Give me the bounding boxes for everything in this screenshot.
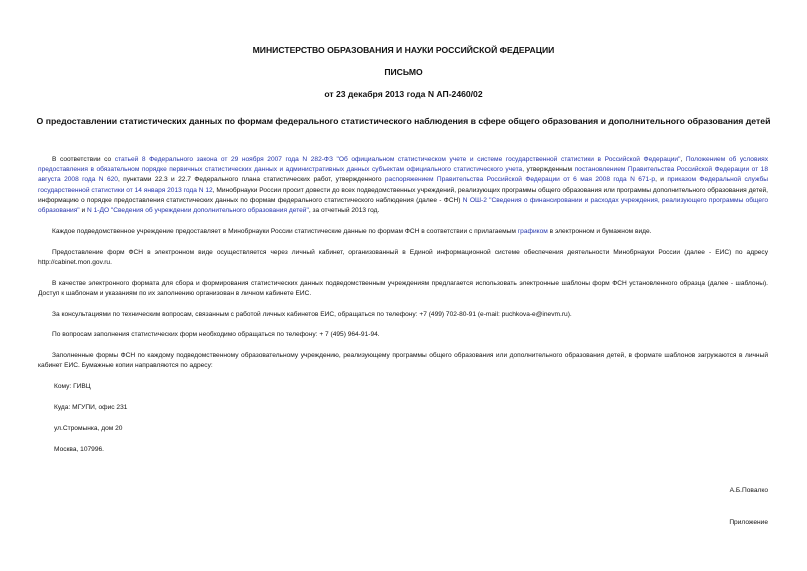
- paragraph-legal-basis: [38, 155, 768, 216]
- link-government-decree[interactable]: постановлением Правительства Российской Федерации от 18 августа 2008 года N 620: [38, 166, 768, 184]
- link-regulation[interactable]: Положением об условиях предоставления в обязательном порядке первичных статистических данных и административных данных субъектам официального статистического учета: [38, 156, 768, 174]
- paragraph-schedule: [38, 227, 768, 237]
- text-fragment: , Минобрнауки России просит довести до всех подведомственных учреждений, реализующих программы общего образования или программы дополнительного образования детей, информацию о порядке предоставления статистических данных по формам федерального статистического наблюдения (далее - ФСН): [38, 186, 768, 204]
- document-title: О предоставлении статистических данных по формам федерального статистического наблюдения в сфере общего образования и дополнительного образования детей: [36, 116, 771, 126]
- link-schedule[interactable]: графиком: [517, 228, 548, 235]
- link-rosstat-order[interactable]: приказом Федеральной службы государственной статистики от 14 января 2013 года N 12: [38, 176, 768, 194]
- document-type: ПИСЬМО: [384, 67, 423, 77]
- address-city: Москва, 107996.: [54, 446, 105, 453]
- appendix-label: Приложение: [729, 519, 768, 526]
- text-fragment: , и: [655, 176, 668, 184]
- text-fragment: и: [79, 207, 88, 215]
- document-date-number: от 23 декабря 2013 года N АП-2460/02: [324, 89, 483, 99]
- link-federal-law[interactable]: статьей 8 Федерального закона от 29 ноября 2007 года N 282-ФЗ "Об официальном статистическом учете и системе государственной статистики в Российской Федерации": [114, 156, 681, 163]
- text-fragment: в электронном и бумажном виде.: [547, 228, 652, 235]
- paragraph-form-questions: По вопросам заполнения статистических форм необходимо обращаться по телефону: + 7 (495) 964-91-94.: [52, 331, 380, 338]
- text-fragment: В соответствии со: [52, 156, 115, 163]
- address-destination: Куда: МГУПИ, офис 231: [54, 404, 128, 411]
- address-recipient: Кому: ГИВЦ: [54, 383, 91, 390]
- text-fragment: , пунктами 22.3 и 22.7 Федерального плана статистических работ, утвержденного: [117, 176, 385, 184]
- document-body: [38, 155, 768, 555]
- paragraph-electronic-submission: Предоставление форм ФСН в электронном виде осуществляется через личный кабинет, организованный в Единой информационной системе обеспечения деятельности Минобрнауки России (далее - ЕИС) по адресу http://cabinet.mon.gov.ru.: [38, 249, 768, 267]
- link-government-order[interactable]: распоряжением Правительства Российской Федерации от 6 мая 2008 года N 671-р: [384, 176, 656, 184]
- paragraph-templates: В качестве электронного формата для сбора и формирования статистических данных подведомственным учреждениям предлагается использовать электронные шаблоны форм ФСН установленного образца (далее - шаблоны). Доступ к шаблонам и указаниям по их заполнению организован в личном кабинете ЕИС.: [38, 280, 768, 298]
- link-form-osh2[interactable]: N ОШ-2 "Сведения о финансировании и расходах учреждения, реализующего программы общего образования": [38, 196, 768, 215]
- signatory: А.Б.Повалко: [729, 487, 768, 494]
- ministry-name: МИНИСТЕРСТВО ОБРАЗОВАНИЯ И НАУКИ РОССИЙСКОЙ ФЕДЕРАЦИИ: [252, 45, 555, 55]
- link-form-1do[interactable]: N 1-ДО "Сведения об учреждении дополнительного образования детей": [87, 207, 309, 215]
- text-fragment: Каждое подведомственное учреждение предоставляет в Минобрнауки России статистические данные по формам ФСН в соответствии с прилагаемым: [52, 228, 518, 235]
- text-fragment: ,: [680, 156, 686, 163]
- paragraph-tech-support: За консультациями по техническим вопросам, связанным с работой личных кабинетов ЕИС, обращаться по телефону: +7 (499) 702-80-91 (e-mail: puchkova-e@inevm.ru).: [52, 311, 572, 318]
- text-fragment: , утвержденным: [522, 166, 575, 174]
- paragraph-paper-copies: Заполненные формы ФСН по каждому подведомственному образовательному учреждению, реализующему программы общего образования или дополнительного образования детей, в формате шаблонов загружаются в личный кабинет ЕИС. Бумажные копии направляются по адресу:: [38, 352, 768, 370]
- text-fragment: , за отчетный 2013 год.: [308, 207, 380, 215]
- address-street: ул.Стромынка, дом 20: [54, 425, 123, 432]
